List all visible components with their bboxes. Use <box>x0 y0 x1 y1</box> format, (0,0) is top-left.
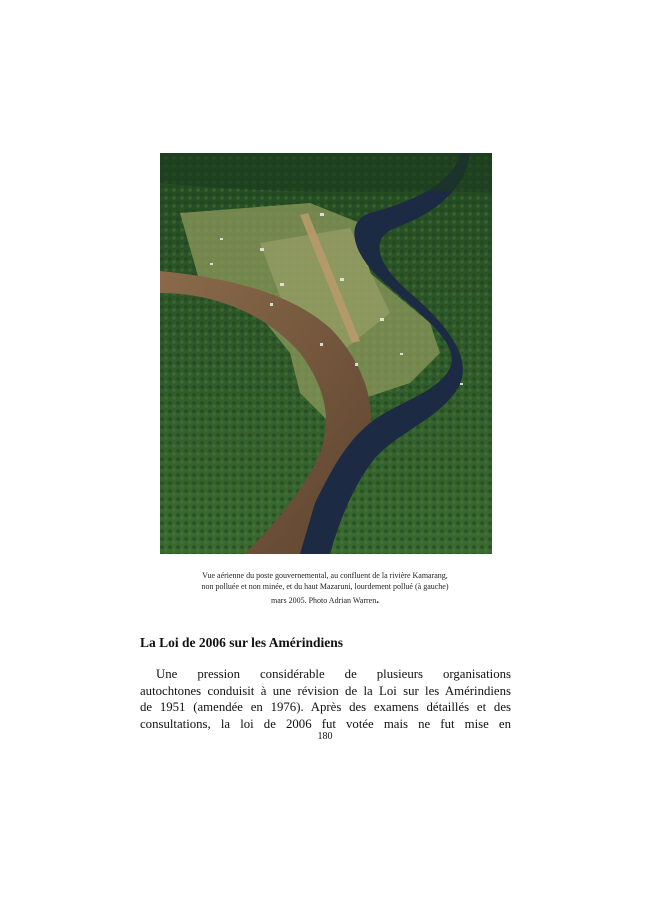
paragraph-line-2: autochtones conduisit à une révision de la Loi sur les Amérindiens <box>140 683 511 698</box>
paragraph-line-1: Une pression considérable de plusieurs organisations <box>156 667 511 681</box>
caption-line-2: non polluée et non minée, et du haut Mazaruni, lourdement pollué (à gauche) <box>201 582 449 591</box>
body-paragraph <box>140 666 511 732</box>
section-heading: La Loi de 2006 sur les Amérindiens <box>140 635 344 650</box>
paragraph-line-4: consultations, la loi de 2006 fut votée mais ne fut mise en <box>140 716 511 731</box>
caption-line-3-period: . <box>376 594 379 606</box>
page-number: 180 <box>317 731 333 742</box>
aerial-photo <box>160 153 492 554</box>
photo-caption-credit <box>150 595 500 606</box>
photo-caption <box>150 570 500 592</box>
caption-line-1: Vue aérienne du poste gouvernemental, au confluent de la rivière Kamarang, <box>202 571 448 580</box>
paragraph-line-3: de 1951 (amendée en 1976). Après des examens détaillés et des <box>140 700 511 715</box>
caption-line-3: mars 2005. Photo Adrian Warren <box>271 596 377 605</box>
